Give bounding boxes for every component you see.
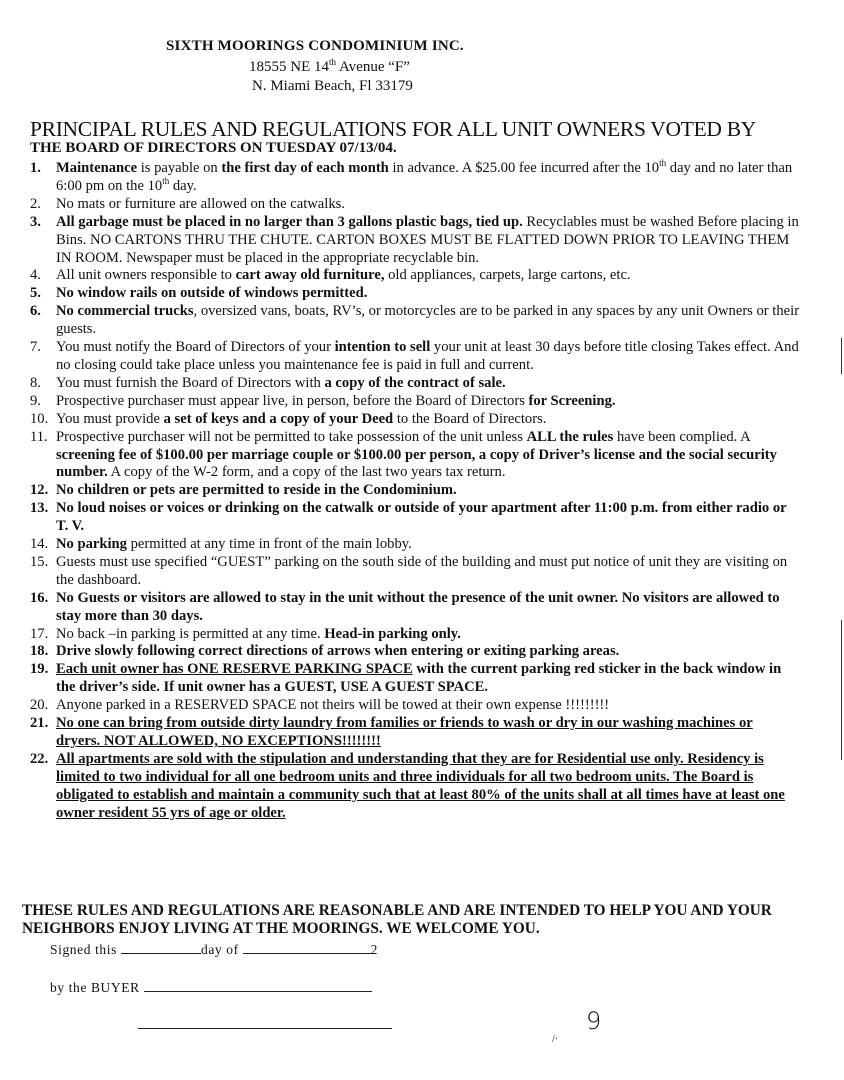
- rule-17: 17. No back –in parking is permitted at any time. Head-in parking only.: [30, 625, 461, 642]
- rule-19: 19. Each unit owner has ONE RESERVE PARKING SPACE with the current parking red sticker in the back window in the driver’s side. If unit owner has a GUEST, USE A GUEST SPACE.: [30, 661, 782, 696]
- scan-edge-mark: [841, 338, 842, 374]
- rule-5: 5. No window rails on outside of windows permitted.: [30, 285, 368, 302]
- rule-11: 11. Prospective purchaser will not be permitted to take possession of the unit unless ALL the rules have been complied. A screening fee of $100.00 per marriage couple or $100.00 per person, a copy of Driver’s license and the social security number. A copy of the W-2 form, and a copy of the last two years tax return.: [30, 428, 777, 481]
- buyer-signature-blank[interactable]: [144, 980, 372, 992]
- buyer-signature-line: by the BUYER: [50, 980, 372, 996]
- rule-14: 14. No parking permitted at any time in front of the main lobby.: [30, 536, 412, 553]
- rule-8: 8. You must furnish the Board of Directors with a copy of the contract of sale.: [30, 374, 506, 391]
- rule-4: 4. All unit owners responsible to cart away old furniture, old appliances, carpets, large cartons, etc.: [30, 267, 631, 284]
- rule-10: 10. You must provide a set of keys and a copy of your Deed to the Board of Directors.: [30, 410, 547, 427]
- rules-list: [30, 160, 800, 823]
- rule-7: 7. You must notify the Board of Directors of your intention to sell your unit at least 30 days before title closing Takes effect. And no closing could take place unless you maintenance fee is paid in full and current.: [30, 339, 799, 373]
- rule-6: 6. No commercial trucks, oversized vans, boats, RV’s, or motorcycles are to be parked in any spaces by any unit Owners or their guests.: [30, 303, 800, 338]
- scan-edge-mark: [841, 620, 842, 760]
- rule-3: 3. All garbage must be placed in no larger than 3 gallons plastic bags, tied up. Recyclables must be washed Before placing in Bins. NO CARTONS THRU THE CHUTE. CARTON BOXES MUST BE FLATTED DOWN PRIOR TO LEAVING THEM IN ROOM. Newspaper must be placed in the appropriate recyclable bin.: [30, 213, 799, 266]
- document-subtitle: THE BOARD OF DIRECTORS ON TUESDAY 07/13/04.: [30, 140, 397, 156]
- rule-16: 16. No Guests or visitors are allowed to stay in the unit without the presence of the unit owner. No visitors are allowed to stay more than 30 days.: [30, 589, 780, 624]
- rule-1: 1. Maintenance is payable on the first day of each month in advance. A $25.00 fee incurred after the 10th day and no later than 6:00 pm on the 10th day.: [30, 158, 793, 194]
- handwritten-page-number: 9: [586, 1007, 602, 1035]
- rule-18: 18. Drive slowly following correct directions of arrows when entering or exiting parking areas.: [30, 643, 620, 660]
- rule-12: 12. No children or pets are permitted to reside in the Condominium.: [30, 482, 457, 499]
- document-title: PRINCIPAL RULES AND REGULATIONS FOR ALL UNIT OWNERS VOTED BY: [30, 117, 756, 141]
- company-address: 18555 NE 14th Avenue “F”: [249, 57, 410, 75]
- rule-20: 20. Anyone parked in a RESERVED SPACE not theirs will be towed at their own expense !!!!!!!!!: [30, 697, 610, 714]
- company-name: SIXTH MOORINGS CONDOMINIUM INC.: [166, 38, 464, 54]
- second-signature-blank[interactable]: [138, 1028, 392, 1029]
- rule-9: 9. Prospective purchaser must appear live, in person, before the Board of Directors for Screening.: [30, 392, 616, 409]
- company-city: N. Miami Beach, Fl 33179: [252, 78, 413, 94]
- day-blank[interactable]: [121, 942, 201, 954]
- rule-13: 13. No loud noises or voices or drinking on the catwalk or outside of your apartment after 11:00 p.m. from either radio or T. V.: [30, 500, 787, 535]
- month-blank[interactable]: [243, 942, 371, 954]
- closing-statement: THESE RULES AND REGULATIONS ARE REASONABLE AND ARE INTENDED TO HELP YOU AND YOUR NEIGHBORS ENJOY LIVING AT THE MOORINGS. WE WELCOME YOU.: [22, 902, 772, 937]
- signed-this-line: Signed this day of 2: [50, 942, 379, 957]
- rule-15: 15. Guests must use specified “GUEST” parking on the south side of the building and must put notice of unit they are visiting on the dashboard.: [30, 553, 788, 588]
- rule-2: 2. No mats or furniture are allowed on the catwalks.: [30, 195, 345, 212]
- rule-22: 22. All apartments are sold with the stipulation and understanding that they are for Residential use only. Residency is limited to two individual for all one bedroom units and three individuals for all two bedroom units. The Board is obligated to establish and maintain a community such that at least 80% of the units shall at all times have at least one owner resident 55 yrs of age or older.: [30, 750, 785, 821]
- corner-mark: /·: [552, 1034, 559, 1045]
- rule-21: 21. No one can bring from outside dirty laundry from families or friends to wash or dry in our washing machines or dryers. NOT ALLOWED, NO EXCEPTIONS!!!!!!!!: [30, 715, 753, 749]
